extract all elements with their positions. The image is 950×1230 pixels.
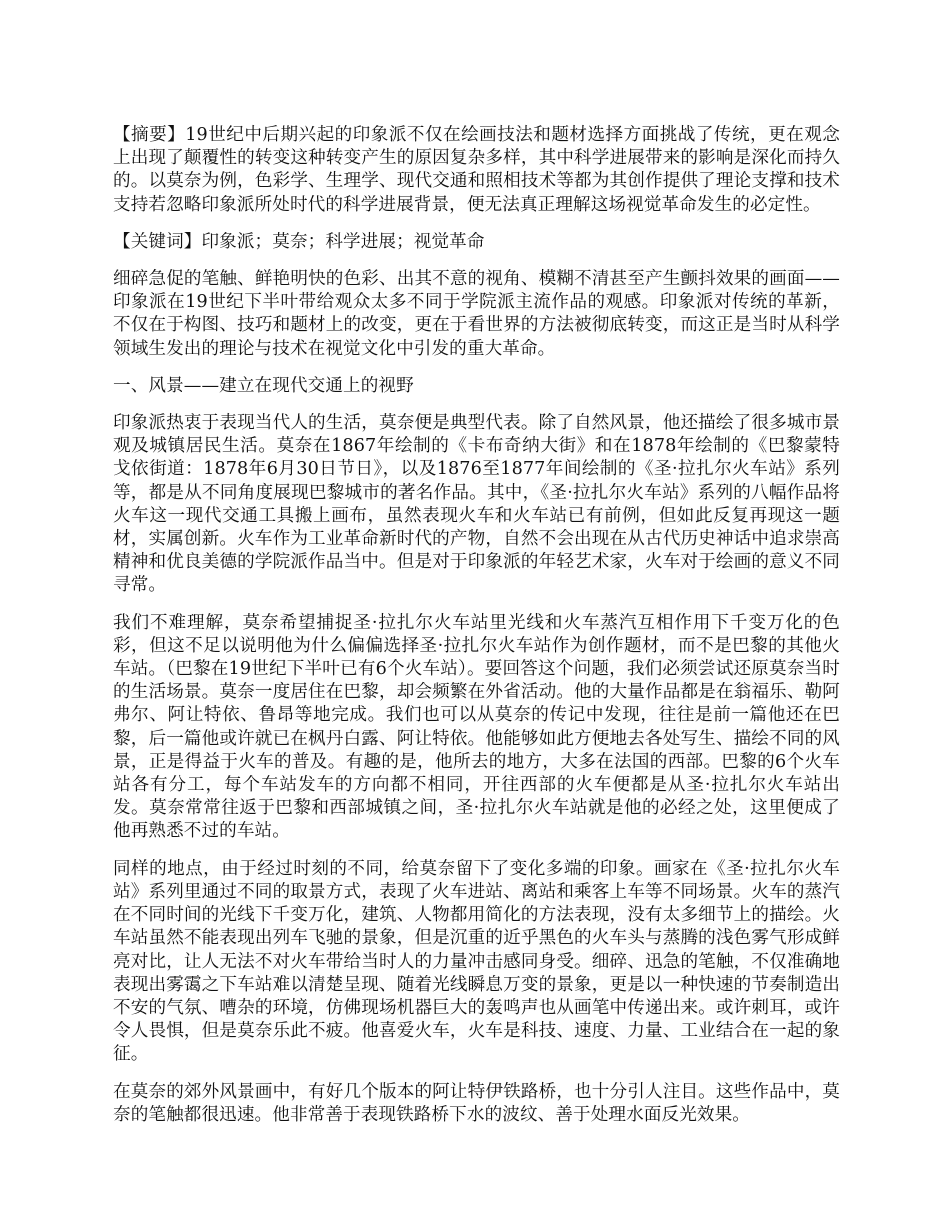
body-paragraph-3: 同样的地点，由于经过时刻的不同，给莫奈留下了变化多端的印象。画家在《圣·拉扎尔火车站》系列里通过不同的取景方式，表现了火车进站、离站和乘客上车等不同场景。火车的蒸汽在不同时间的光线下千变万化，建筑、人物都用简化的方法表现，没有太多细节上的描绘。火车站虽然不能表现出列车飞驰的景象，但是沉重的近乎黑色的火车头与蒸腾的浅色雾气形成鲜亮对比，让人无法不对火车带给当时人的力量冲击感同身受。细碎、迅急的笔触，不仅准确地表现出雾霭之下车站难以清楚呈现、随着光线瞬息万变的景象，更是以一种快速的节奏制造出不安的气氛、嘈杂的环境，仿佛现场机器巨大的轰鸣声也从画笔中传递出来。或许刺耳，或许令人畏惧，但是莫奈乐此不疲。他喜爱火车，火车是科技、速度、力量、工业结合在一起的象征。 (113, 858, 840, 1065)
keywords-paragraph: 【关键词】印象派；莫奈；科学进展；视觉革命 (113, 231, 485, 252)
document-page (113, 124, 840, 1141)
body-paragraph-2: 我们不难理解，莫奈希望捕捉圣·拉扎尔火车站里光线和火车蒸汽互相作用下千变万化的色彩，但这不足以说明他为什么偏偏选择圣·拉扎尔火车站作为创作题材，而不是巴黎的其他火车站。（巴黎在19世纪下半叶已有6个火车站）。要回答这个问题，我们必须尝试还原莫奈当时的生活场景。莫奈一度居住在巴黎，却会频繁在外省活动。他的大量作品都是在翁福乐、勒阿弗尔、阿让特依、鲁昂等地完成。我们也可以从莫奈的传记中发现，往往是前一篇他还在巴黎，后一篇他或许就已在枫丹白露、阿让特依。他能够如此方便地去各处写生、描绘不同的风景，正是得益于火车的普及。有趣的是，他所去的地方，大多在法国的西部。巴黎的6个火车站各有分工，每个车站发车的方向都不相同，开往西部的火车便都是从圣·拉扎尔火车站出发。莫奈常常往返于巴黎和西部城镇之间，圣·拉扎尔火车站就是他的必经之处，这里便成了他再熟悉不过的车站。 (113, 612, 840, 842)
section-heading: 一、风景——建立在现代交通上的视野 (113, 375, 414, 396)
intro-paragraph: 细碎急促的笔触、鲜艳明快的色彩、出其不意的视角、模糊不清甚至产生颤抖效果的画面——印象派在19世纪下半叶带给观众太多不同于学院派主流作品的观感。印象派对传统的革新，不仅在于构图、技巧和题材上的改变，更在于看世界的方法被彻底转变，而这正是当时从科学领域生发出的理论与技术在视觉文化中引发的重大革命。 (113, 269, 840, 359)
body-paragraph-1: 印象派热衷于表现当代人的生活，莫奈便是典型代表。除了自然风景，他还描绘了很多城市景观及城镇居民生活。莫奈在1867年绘制的《卡布奇纳大街》和在1878年绘制的《巴黎蒙特戈依街道：1878年6月30日节日》，以及1876至1877年间绘制的《圣·拉扎尔火车站》系列等，都是从不同角度展现巴黎城市的著名作品。其中，《圣·拉扎尔火车站》系列的八幅作品将火车这一现代交通工具搬上画布，虽然表现火车和火车站已有前例，但如此反复再现这一题材，实属创新。火车作为工业革命新时代的产物，自然不会出现在从古代历史神话中追求崇高精神和优良美德的学院派作品当中。但是对于印象派的年轻艺术家，火车对于绘画的意义不同寻常。 (113, 413, 840, 596)
body-paragraph-4: 在莫奈的郊外风景画中，有好几个版本的阿让特伊铁路桥，也十分引人注目。这些作品中，莫奈的笔触都很迅速。他非常善于表现铁路桥下水的波纹、善于处理水面反光效果。 (113, 1081, 840, 1125)
abstract-paragraph: 【摘要】19世纪中后期兴起的印象派不仅在绘画技法和题材选择方面挑战了传统，更在观念上出现了颠覆性的转变这种转变产生的原因复杂多样，其中科学进展带来的影响是深化而持久的。以莫奈为例，色彩学、生理学、现代交通和照相技术等都为其创作提供了理论支撑和技术支持若忽略印象派所处时代的科学进展背景，便无法真正理解这场视觉革命发生的必定性。 (113, 125, 840, 215)
